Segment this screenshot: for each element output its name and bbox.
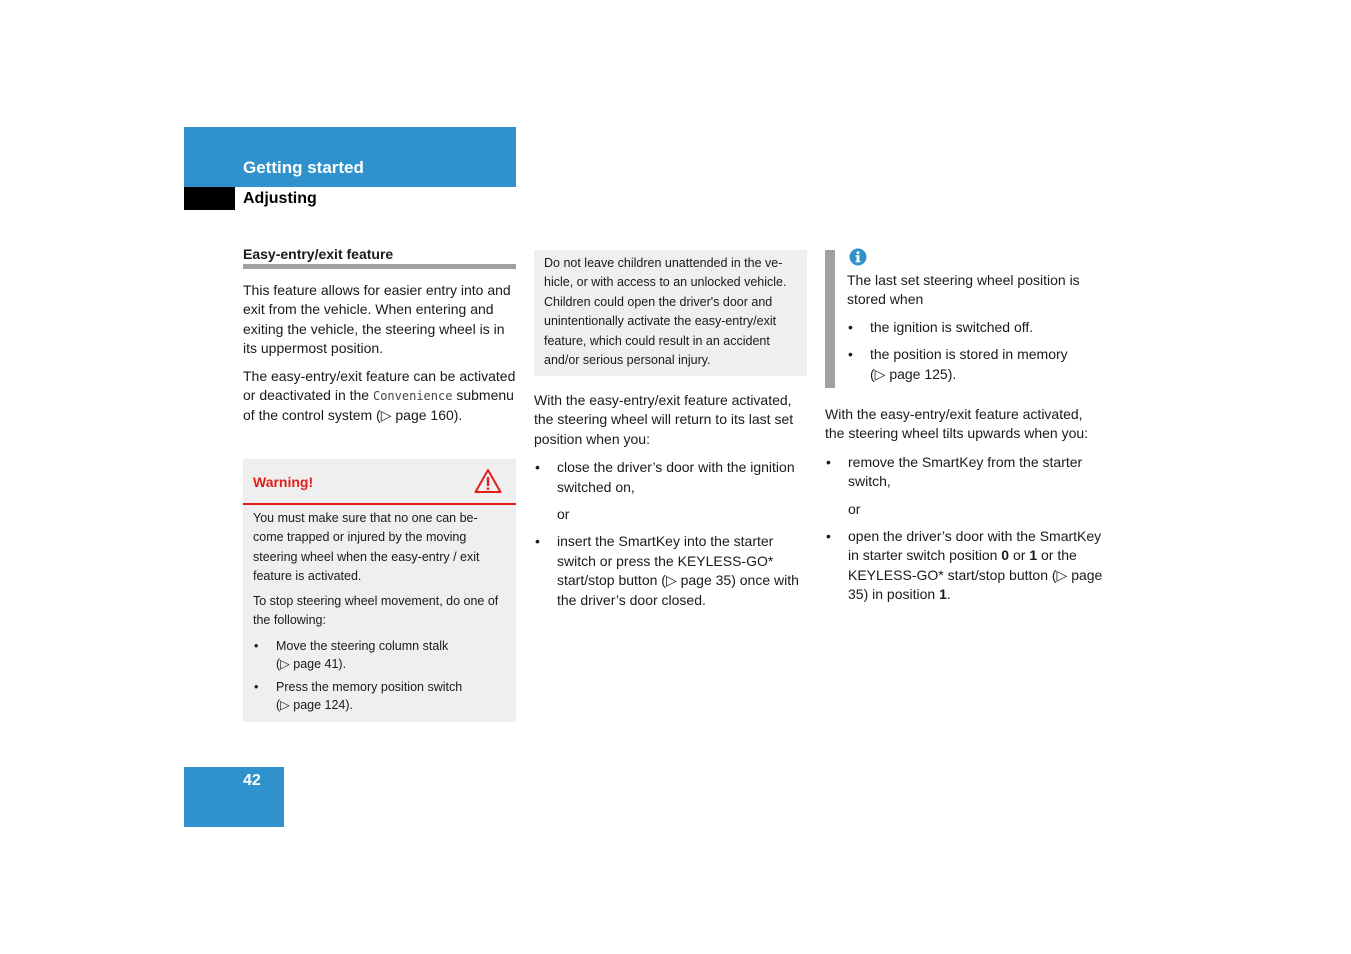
list-item-line-2: (▷ page 124). bbox=[276, 697, 354, 712]
info-note bbox=[847, 271, 1102, 392]
page-number-box bbox=[184, 767, 284, 827]
feature-activation-text bbox=[243, 367, 518, 426]
activation-text-b: submenu of the control system (▷ page 160). bbox=[243, 387, 514, 424]
tilt-conditions-list bbox=[825, 453, 1103, 492]
return-intro: With the easy-entry/exit feature activated, the steering wheel will return to its last set position when you: bbox=[534, 392, 794, 447]
warning-list bbox=[253, 637, 508, 714]
warning-box bbox=[243, 459, 516, 722]
child-safety-box bbox=[534, 250, 807, 376]
feature-heading: Easy-entry/exit feature bbox=[243, 246, 516, 269]
warning-paragraph-1: You must make sure that no one can be-come trapped or injured by the moving steering wheel when the easy-entry / exit feature is activated. bbox=[253, 511, 480, 583]
tilt-conditions-list-2 bbox=[825, 527, 1103, 605]
column-1-text bbox=[243, 281, 518, 434]
list-item-line-2: (▷ page 41). bbox=[276, 656, 347, 671]
column-2-text bbox=[534, 391, 809, 618]
info-item-line-1: the position is stored in memory bbox=[870, 346, 1068, 363]
section-title: Getting started bbox=[243, 158, 364, 177]
position-1: 1 bbox=[1029, 547, 1038, 564]
list-item-line-1: Press the memory position switch bbox=[276, 679, 463, 694]
feature-description: This feature allows for easier entry into and exit from the vehicle. When entering and exiting the vehicle, the steering wheel is in its uppermost position. bbox=[243, 282, 511, 357]
tilt-intro: With the easy-entry/exit feature activated, the steering wheel tilts upwards when you: bbox=[825, 406, 1089, 442]
info-intro: The last set steering wheel position is stored when bbox=[847, 272, 1080, 308]
warning-triangle-icon bbox=[474, 468, 502, 494]
info-item-line-2: (▷ page 125). bbox=[870, 365, 957, 382]
column-3-text bbox=[825, 405, 1103, 613]
list-item bbox=[825, 527, 1103, 605]
page-number: 42 bbox=[243, 772, 261, 789]
info-sidebar bbox=[825, 250, 835, 388]
list-item: • insert the SmartKey into the starter switch or press the KEYLESS-GO* start/stop button (▷ page 35) once with the driver’s door closed. bbox=[534, 532, 809, 610]
child-safety-text: Do not leave children unattended in the ve-hicle, or with access to an unlocked vehicle. Children could open the driver's door and unintentionally activate the easy-entry/exit feature, which could result in an accident and/or serious personal injury. bbox=[544, 256, 787, 368]
warning-paragraph-2: To stop steering wheel movement, do one of the following: bbox=[253, 594, 499, 628]
tilt-item-text-a: open the driver’s door with the SmartKey in starter switch position bbox=[848, 528, 1102, 564]
return-conditions-list-2 bbox=[534, 532, 809, 610]
list-item bbox=[253, 678, 508, 714]
or-separator: or bbox=[557, 506, 570, 523]
list-item: • close the driver’s door with the ignition switched on, bbox=[534, 458, 809, 497]
or-separator: or bbox=[848, 500, 861, 517]
section-tab-marker bbox=[184, 187, 235, 210]
list-item: • remove the SmartKey from the starter switch, bbox=[825, 453, 1103, 492]
position-1-final: 1 bbox=[939, 586, 947, 603]
list-item bbox=[847, 345, 1102, 384]
tilt-item-text-c: or bbox=[1012, 547, 1026, 564]
warning-header bbox=[243, 459, 516, 505]
tilt-item-text-e: or the KEYLESS-GO* start/stop button (▷ page 35) in position bbox=[848, 547, 1103, 603]
list-item: • the ignition is switched off. bbox=[847, 318, 1102, 337]
tilt-item-period: . bbox=[946, 586, 951, 603]
return-conditions-list bbox=[534, 458, 809, 497]
convenience-menu-name: Convenience bbox=[372, 389, 453, 404]
header-band bbox=[184, 127, 516, 187]
warning-title: Warning! bbox=[253, 474, 314, 490]
position-0: 0 bbox=[1001, 547, 1010, 564]
list-item bbox=[253, 637, 508, 673]
info-icon bbox=[849, 248, 867, 266]
activation-text-a: The easy-entry/exit feature can be activated or deactivated in the bbox=[243, 367, 516, 404]
info-list bbox=[847, 318, 1102, 384]
subsection-title: Adjusting bbox=[243, 190, 317, 207]
list-item-line-1: Move the steering column stalk bbox=[276, 638, 449, 653]
warning-body bbox=[253, 509, 508, 719]
